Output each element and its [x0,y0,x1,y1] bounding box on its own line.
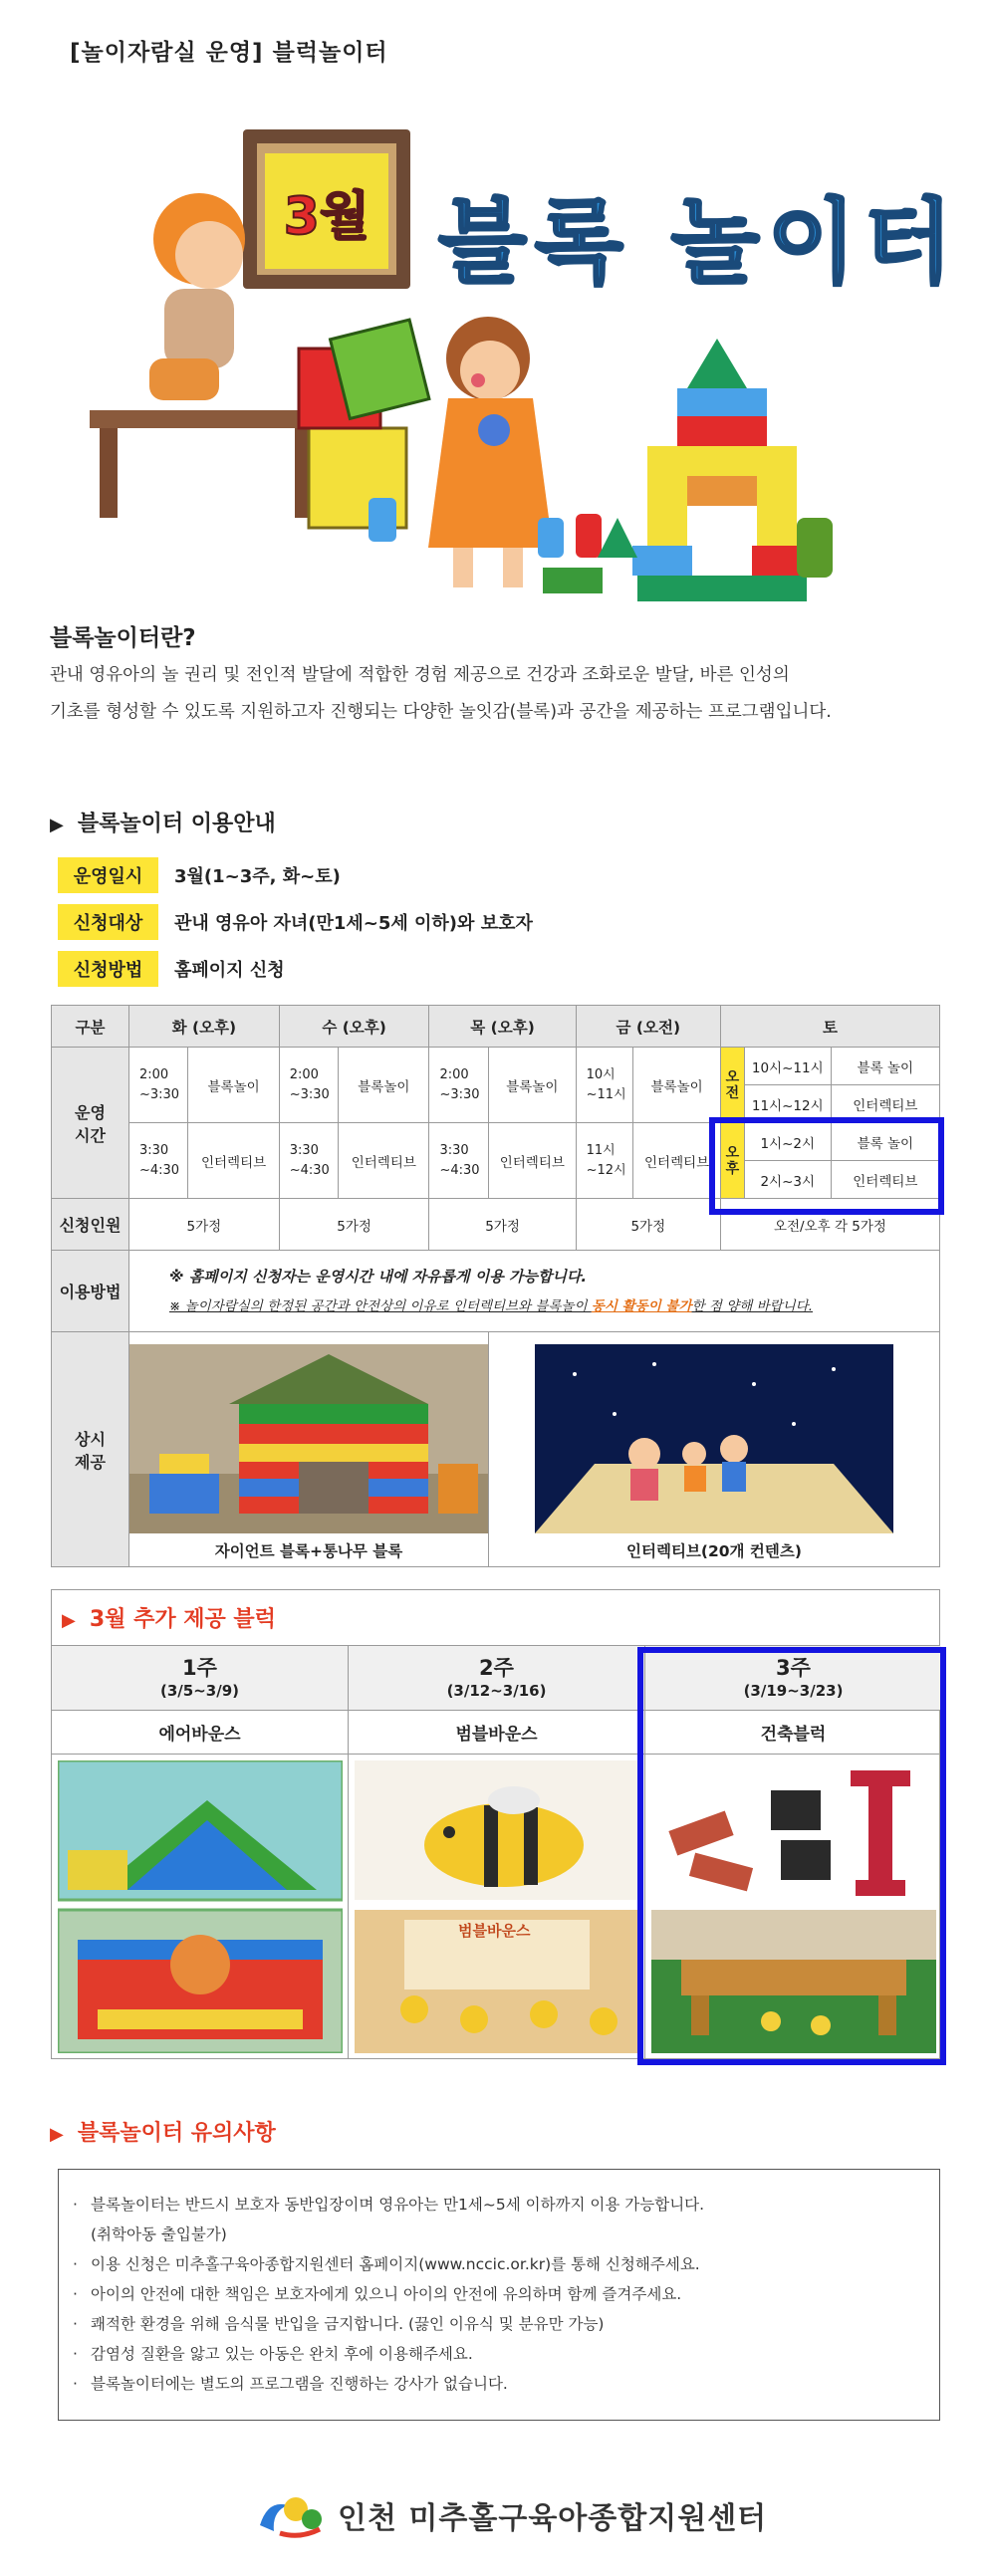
week-block-name: 건축블럭 [645,1711,941,1755]
caution-list [58,2169,940,2421]
time-cell: 2시~3시 [744,1161,831,1199]
info-key: 신청방법 [58,951,158,987]
activity-cell: 인터렉티브 [339,1123,429,1199]
guide-heading [50,807,276,837]
caution-item: · 감염성 질환을 앓고 있는 아동은 완치 후에 이용해주세요. [73,2339,925,2369]
time-cell: 11시~12시 [744,1085,831,1123]
about-text [50,657,946,731]
activity-cell: 블록놀이 [339,1048,429,1123]
time-cell: 2:00 ~3:30 [128,1048,187,1123]
bumble-bounce-image [355,1760,639,2053]
week-2 [349,1646,645,2059]
week-dates: (3/5~3/9) [160,1682,239,1700]
air-bounce-images [52,1755,348,2059]
week-block-name: 범블바운스 [349,1711,644,1755]
header-fri: 금 (오전) [576,1006,720,1048]
note-2-a: ※ 놀이자람실의 한정된 공간과 안전상의 이유로 인터렉티브와 블록놀이 [168,1297,592,1314]
caution-item: · 이용 신청은 미추홀구육아종합지원센터 홈페이지(www.nccic.or.kr)를 통해 신청해주세요. [73,2249,925,2279]
activity-cell: 인터렉티브 [188,1123,279,1199]
capacity-cell: 5가정 [576,1199,720,1251]
time-cell: 3:30 ~4:30 [429,1123,489,1199]
page-title: [놀이자람실 운영] 블럭놀이터 [70,40,388,66]
info-row-date [58,857,341,893]
info-key: 운영일시 [58,857,158,893]
photo-caption: 자이언트 블록+통나무 블록 [214,1541,403,1560]
pm-label: 오후 [720,1123,744,1199]
note-2-b: 한 점 양해 바랍니다. [691,1297,814,1314]
activity-cell: 인터렉티브 [488,1123,576,1199]
photo-caption: 인터렉티브(20개 컨텐츠) [626,1541,802,1560]
extra-blocks-heading [62,1602,276,1633]
month-badge: 3월 [265,153,388,269]
hero-illustration [0,100,988,617]
footer [254,2489,767,2541]
air-bounce-image [58,1760,343,2053]
capacity-cell: 5가정 [279,1199,429,1251]
center-logo-icon [254,2489,326,2541]
week-number: 1주 [182,1656,217,1680]
time-cell: 2:00 ~3:30 [279,1048,338,1123]
time-cell: 11시 ~12시 [576,1123,633,1199]
schedule-table [51,1005,940,1567]
extra-blocks-header [52,1590,939,1646]
week-1 [52,1646,349,2059]
header-wed: 수 (오후) [279,1006,429,1048]
week-number: 2주 [479,1656,514,1680]
note-1: ※ 홈페이지 신청자는 운영시간 내에 자유롭게 이용 가능합니다. [168,1267,588,1286]
week-number: 3주 [776,1656,811,1680]
note-2-highlight: 동시 활동이 불가 [591,1297,692,1314]
activity-cell: 인터렉티브 [831,1085,939,1123]
guide-heading-text: 블록놀이터 이용안내 [77,812,276,836]
method-notes [128,1251,939,1332]
info-value: 3월(1~3주, 화~토) [174,866,341,887]
row-label-hours: 운영 시간 [52,1048,129,1199]
caution-item: · 쾌적한 환경을 위해 음식물 반입을 금지합니다. (끓인 이유식 및 분유만 가능) [73,2309,925,2339]
highlight-box-week-3 [637,1647,946,2065]
triangle-right-icon: ▶ [50,2124,64,2145]
note-2 [169,1291,939,1321]
time-cell: 1시~2시 [744,1123,831,1161]
photo-interactive [488,1332,939,1567]
week-block-name: 에어바운스 [52,1711,348,1755]
giant-block-house-image [129,1344,488,1533]
header-sat: 토 [720,1006,939,1048]
triangle-right-icon: ▶ [62,1610,76,1631]
activity-cell: 블록 놀이 [831,1048,939,1085]
time-cell: 3:30 ~4:30 [128,1123,187,1199]
capacity-cell: 5가정 [128,1199,279,1251]
caution-heading [50,2116,276,2147]
org-name: 인천 미추홀구육아종합지원센터 [338,2501,768,2536]
bumble-bounce-banner: 범블바운스 [458,1922,531,1940]
info-row-method [58,951,285,987]
capacity-cell: 오전/오후 각 5가정 [720,1199,939,1251]
caution-item: · 블록놀이터는 반드시 보호자 동반입장이며 영유아는 만1세~5세 이하까지 이용 가능합니다. [73,2190,925,2220]
activity-cell: 블록놀이 [633,1048,721,1123]
time-cell: 3:30 ~4:30 [279,1123,338,1199]
week-header [349,1646,644,1711]
header-thu: 목 (오후) [429,1006,576,1048]
week-dates: (3/19~3/23) [743,1682,844,1700]
highlight-box-saturday-pm [709,1117,944,1215]
time-cell: 10시 ~11시 [576,1048,633,1123]
capacity-cell: 5가정 [429,1199,576,1251]
am-label: 오전 [720,1048,744,1123]
activity-cell: 블록 놀이 [831,1123,939,1161]
header-category: 구분 [52,1006,129,1048]
time-cell: 2:00 ~3:30 [429,1048,489,1123]
bumble-bounce-images [349,1755,644,2059]
activity-cell: 인터렉티브 [633,1123,721,1199]
about-line-2: 기초를 형성할 수 있도록 지원하고자 진행되는 다양한 놀잇감(블록)과 공간을 제공하는 프로그램입니다. [50,702,832,722]
time-cell: 10시~11시 [744,1048,831,1085]
extra-blocks-heading-text: 3월 추가 제공 블럭 [89,1607,276,1632]
activity-cell: 블록놀이 [188,1048,279,1123]
info-key: 신청대상 [58,904,158,940]
info-row-target [58,904,533,940]
triangle-right-icon: ▶ [50,815,64,835]
row-label-method: 이용방법 [52,1251,129,1332]
about-heading: 블록놀이터란? [50,625,196,651]
activity-cell: 블록놀이 [488,1048,576,1123]
activity-cell: 인터렉티브 [831,1161,939,1199]
week-dates: (3/12~3/16) [446,1682,547,1700]
header-tue: 화 (오후) [128,1006,279,1048]
caution-item: · 블록놀이터에는 별도의 프로그램을 진행하는 강사가 없습니다. [73,2369,925,2399]
caution-item: · 아이의 안전에 대한 책임은 보호자에게 있으니 아이의 안전에 유의하며 함께 즐겨주세요. [73,2279,925,2309]
caution-item-note: (취학아동 출입불가) [91,2225,227,2243]
info-value: 홈페이지 신청 [174,960,285,981]
week-header [52,1646,348,1711]
interactive-projection-image [535,1344,893,1533]
row-label-capacity: 신청인원 [52,1199,129,1251]
about-line-1: 관내 영유아의 놀 권리 및 전인적 발달에 적합한 경험 제공으로 건강과 조화로운 발달, 바른 인성의 [50,665,790,685]
caution-heading-text: 블록놀이터 유의사항 [77,2121,276,2146]
row-label-permanent: 상시 제공 [52,1332,129,1567]
photo-giant-blocks [128,1332,488,1567]
hero-headline: 블록 놀이터 [438,189,961,296]
info-value: 관내 영유아 자녀(만1세~5세 이하)와 보호자 [174,913,533,934]
